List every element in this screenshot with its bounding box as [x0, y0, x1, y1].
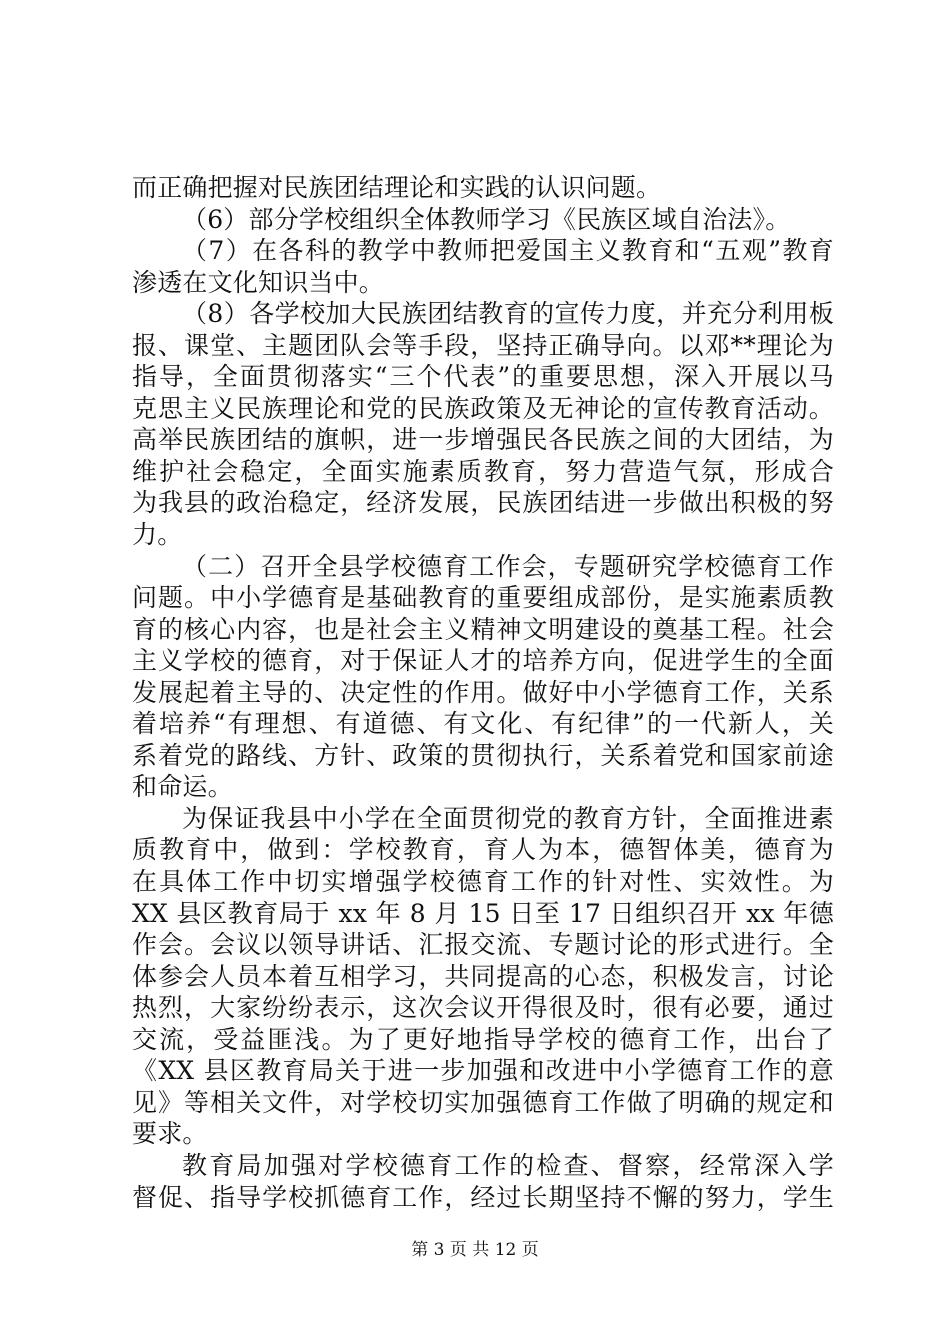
text-line: 《XX 县区教育局关于进一步加强和改进中小学德育工作的意: [132, 1056, 834, 1086]
text-line: 见》等相关文件，对学校切实加强德育工作做了明确的规定和: [132, 1087, 834, 1117]
text-line: 问题。中小学德育是基础教育的重要组成部份，是实施素质教: [132, 583, 834, 613]
text-line: 体参会人员本着互相学习，共同提高的心态，积极发言，讨论: [132, 961, 834, 991]
text-line: 发展起着主导的、决定性的作用。做好中小学德育工作，关系: [132, 677, 834, 707]
text-line: 而正确把握对民族团结理论和实践的认识问题。: [132, 173, 662, 202]
text-line: 为保证我县中小学在全面贯彻党的教育方针，全面推进素: [182, 803, 834, 833]
text-line: 力。: [132, 520, 183, 550]
text-line: 和命运。: [132, 772, 233, 802]
text-line: 渗透在文化知识当中。: [132, 267, 385, 297]
text-line: 交流，受益匪浅。为了更好地指导学校的德育工作，出台了: [132, 1024, 834, 1054]
text-line: 作会。会议以领导讲话、汇报交流、专题讨论的形式进行。全: [132, 930, 834, 960]
text-line: 要求。: [132, 1119, 208, 1149]
text-line: 育的核心内容，也是社会主义精神文明建设的奠基工程。社会: [132, 614, 834, 644]
text-line: 质教育中，做到：学校教育，育人为本，德智体美，德育为: [132, 835, 834, 865]
text-line: 指导，全面贯彻落实“三个代表”的重要思想，深入开展以马: [132, 362, 834, 392]
text-line: 主义学校的德育，对于保证人才的培养方向，促进学生的全面: [132, 646, 834, 676]
text-line: 教育局加强对学校德育工作的检查、督察，经常深入学: [182, 1150, 834, 1180]
text-line: 高举民族团结的旗帜，进一步增强民各民族之间的大团结，为: [132, 425, 834, 455]
text-line: （7）在各科的教学中教师把爱国主义教育和“五观”教育: [182, 236, 834, 266]
text-line: XX 县区教育局于 xx 年 8 月 15 日至 17 日组织召开 xx 年德: [132, 898, 834, 928]
text-line: 为我县的政治稳定，经济发展，民族团结进一步做出积极的努: [132, 488, 834, 518]
text-line: （8）各学校加大民族团结教育的宣传力度，并充分利用板: [182, 299, 834, 329]
page-number-footer: 第 3 页 共 12 页: [411, 1240, 539, 1260]
document-body: [132, 172, 834, 1213]
text-line: 着培养“有理想、有道德、有文化、有纪律”的一代新人，关: [132, 709, 834, 739]
text-line: （6）部分学校组织全体教师学习《民族区域自治法》。: [182, 204, 791, 234]
text-line: 维护社会稳定，全面实施素质教育，努力营造气氛，形成合: [132, 456, 834, 486]
text-line: 克思主义民族理论和党的民族政策及无神论的宣传教育活动。: [132, 393, 834, 423]
text-line: 督促、指导学校抓德育工作，经过长期坚持不懈的努力，学生: [132, 1182, 834, 1212]
text-line: 系着党的路线、方针、政策的贯彻执行，关系着党和国家前途: [132, 740, 834, 770]
text-line: 报、课堂、主题团队会等手段，坚持正确导向。以邓**理论为: [132, 330, 834, 360]
text-line: 在具体工作中切实增强学校德育工作的针对性、实效性。为: [132, 867, 834, 897]
text-line: （二）召开全县学校德育工作会，专题研究学校德育工作: [182, 551, 834, 581]
text-line: 热烈，大家纷纷表示，这次会议开得很及时，很有必要，通过: [132, 993, 834, 1023]
